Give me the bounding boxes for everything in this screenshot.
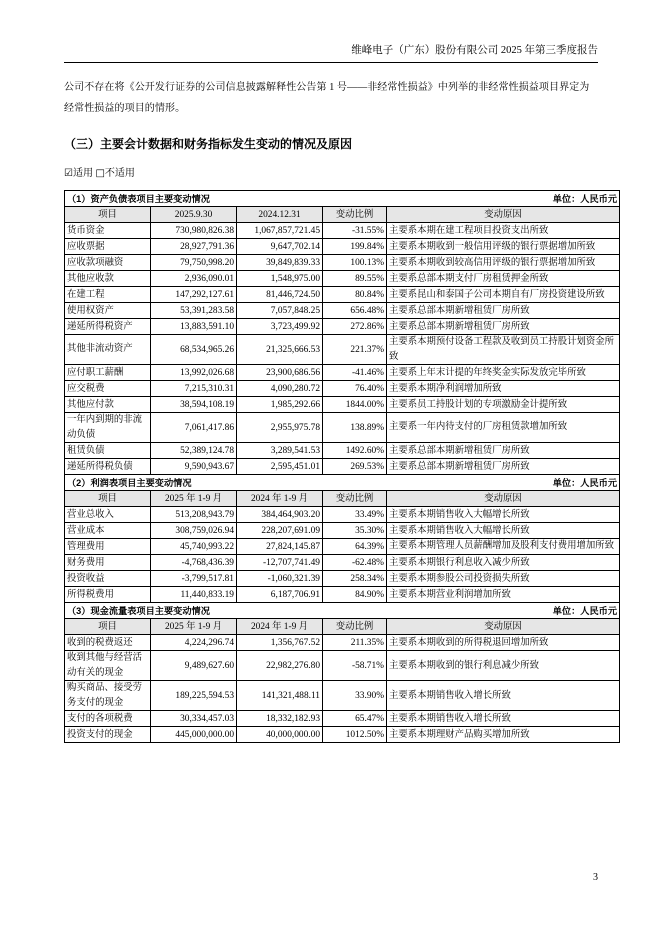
prior-period-cell: 9,647,702.14 — [237, 239, 323, 255]
item-cell: 所得税费用 — [65, 587, 151, 603]
table-row — [65, 413, 620, 443]
prior-period-cell: 2,955,975.78 — [237, 413, 323, 443]
current-period-cell: 13,883,591.10 — [151, 319, 237, 335]
table-row — [65, 459, 620, 475]
intro-paragraph: 公司不存在将《公开发行证券的公司信息披露解释性公告第 1 号——非经常性损益》中列举的非经常性损益项目界定为经常性损益的项目的情形。 — [64, 82, 590, 114]
column-header-row — [65, 619, 620, 635]
change-ratio-cell: 33.49% — [323, 507, 387, 523]
current-period-cell: 730,980,826.38 — [151, 223, 237, 239]
reason-cell: 主要系本期在建工程项目投资支出所致 — [387, 223, 620, 239]
current-period-cell: 38,594,108.19 — [151, 397, 237, 413]
prior-period-cell: 18,332,182.93 — [237, 711, 323, 727]
item-cell: 投资收益 — [65, 571, 151, 587]
table-row — [65, 539, 620, 555]
section-heading: （三）主要会计数据和财务指标发生变动的情况及原因 — [64, 137, 353, 151]
item-cell: 其他非流动资产 — [65, 335, 151, 365]
table-row — [65, 287, 620, 303]
column-header: 项目 — [65, 491, 151, 507]
running-header: 维峰电子（广东）股份有限公司 2025 年第三季度报告 — [64, 44, 598, 63]
table-row — [65, 335, 620, 365]
prior-period-cell: 1,548,975.00 — [237, 271, 323, 287]
reason-cell: 主要系本期销售收入增长所致 — [387, 681, 620, 711]
reason-cell: 主要系本期收到的所得税退回增加所致 — [387, 635, 620, 651]
reason-cell: 主要系一年内待支付的厂房租赁款增加所致 — [387, 413, 620, 443]
column-header: 2024 年 1-9 月 — [237, 491, 323, 507]
table-row — [65, 443, 620, 459]
change-ratio-cell: 1012.50% — [323, 727, 387, 743]
item-cell: 应交税费 — [65, 381, 151, 397]
item-cell: 购买商品、接受劳务支付的现金 — [65, 681, 151, 711]
item-cell: 递延所得税资产 — [65, 319, 151, 335]
table-row — [65, 711, 620, 727]
current-period-cell: 53,391,283.58 — [151, 303, 237, 319]
column-header: 变动原因 — [387, 207, 620, 223]
column-header: 项目 — [65, 619, 151, 635]
change-ratio-cell: 65.47% — [323, 711, 387, 727]
current-period-cell: 9,489,627.60 — [151, 651, 237, 681]
column-header: 变动原因 — [387, 491, 620, 507]
reason-cell: 主要系本期管理人员薪酬增加及股利支付费用增加所致 — [387, 539, 620, 555]
change-ratio-cell: 211.35% — [323, 635, 387, 651]
section-title-row — [65, 191, 620, 207]
change-ratio-cell: -62.48% — [323, 555, 387, 571]
column-header: 变动比例 — [323, 619, 387, 635]
column-header: 2024 年 1-9 月 — [237, 619, 323, 635]
item-cell: 递延所得税负债 — [65, 459, 151, 475]
table-row — [65, 651, 620, 681]
prior-period-cell: 228,207,691.09 — [237, 523, 323, 539]
table-row — [65, 681, 620, 711]
item-cell: 其他应收款 — [65, 271, 151, 287]
reason-cell: 主要系本期银行利息收入减少所致 — [387, 555, 620, 571]
change-ratio-cell: -31.55% — [323, 223, 387, 239]
change-ratio-cell: 656.48% — [323, 303, 387, 319]
change-ratio-cell: 199.84% — [323, 239, 387, 255]
current-period-cell: -3,799,517.81 — [151, 571, 237, 587]
current-period-cell: 308,759,026.94 — [151, 523, 237, 539]
current-period-cell: 445,000,000.00 — [151, 727, 237, 743]
table-row — [65, 239, 620, 255]
table-row — [65, 319, 620, 335]
column-header: 2025 年 1-9 月 — [151, 619, 237, 635]
change-ratio-cell: -41.46% — [323, 365, 387, 381]
change-ratio-cell: 221.37% — [323, 335, 387, 365]
column-header: 2024.12.31 — [237, 207, 323, 223]
column-header: 2025 年 1-9 月 — [151, 491, 237, 507]
item-cell: 收到的税费返还 — [65, 635, 151, 651]
section-title-cell — [65, 475, 620, 491]
not-applicable-label: 不适用 — [104, 168, 135, 179]
change-ratio-cell: 138.89% — [323, 413, 387, 443]
page-number: 3 — [593, 872, 598, 883]
reason-cell: 主要系本期净利润增加所致 — [387, 381, 620, 397]
prior-period-cell: 23,900,686.56 — [237, 365, 323, 381]
prior-period-cell: 3,723,499.92 — [237, 319, 323, 335]
current-period-cell: 28,927,791.36 — [151, 239, 237, 255]
prior-period-cell: 40,000,000.00 — [237, 727, 323, 743]
reason-cell: 主要系本期营业利润增加所致 — [387, 587, 620, 603]
applicable-label: 适用 — [72, 168, 93, 179]
prior-period-cell: 2,595,451.01 — [237, 459, 323, 475]
change-ratio-cell: 76.40% — [323, 381, 387, 397]
current-period-cell: 13,992,026.68 — [151, 365, 237, 381]
change-ratio-cell: 64.39% — [323, 539, 387, 555]
section-title-row — [65, 475, 620, 491]
current-period-cell: 189,225,594.53 — [151, 681, 237, 711]
applicability-options — [64, 167, 135, 181]
unit-label: 单位：人民币元 — [552, 193, 618, 204]
unchecked-box-icon: □ — [95, 168, 105, 179]
prior-period-cell: 21,325,666.53 — [237, 335, 323, 365]
change-ratio-cell: 89.55% — [323, 271, 387, 287]
reason-cell: 主要系本期销售收入大幅增长所致 — [387, 507, 620, 523]
change-ratio-cell: 35.30% — [323, 523, 387, 539]
table-row — [65, 223, 620, 239]
prior-period-cell: 6,187,706.91 — [237, 587, 323, 603]
table-row — [65, 555, 620, 571]
item-cell: 应收款项融资 — [65, 255, 151, 271]
table-row — [65, 587, 620, 603]
reason-cell: 主要系上年末计提的年终奖金实际发放完毕所致 — [387, 365, 620, 381]
change-ratio-cell: 33.90% — [323, 681, 387, 711]
item-cell: 其他应付款 — [65, 397, 151, 413]
prior-period-cell: -1,060,321.39 — [237, 571, 323, 587]
section-title-cell — [65, 191, 620, 207]
item-cell: 使用权资产 — [65, 303, 151, 319]
change-ratio-cell: 80.84% — [323, 287, 387, 303]
table-row — [65, 271, 620, 287]
change-ratio-cell: 1492.60% — [323, 443, 387, 459]
prior-period-cell: 3,289,541.53 — [237, 443, 323, 459]
prior-period-cell: 141,321,488.11 — [237, 681, 323, 711]
table-row — [65, 727, 620, 743]
item-cell: 营业总收入 — [65, 507, 151, 523]
current-period-cell: 45,740,993.22 — [151, 539, 237, 555]
column-header: 项目 — [65, 207, 151, 223]
unit-label: 单位：人民币元 — [552, 477, 618, 488]
reason-cell: 主要系总部本期新增租赁厂房所致 — [387, 319, 620, 335]
change-ratio-cell: 269.53% — [323, 459, 387, 475]
current-period-cell: 513,208,943.79 — [151, 507, 237, 523]
change-ratio-cell: 84.90% — [323, 587, 387, 603]
prior-period-cell: -12,707,741.49 — [237, 555, 323, 571]
reason-cell: 主要系总部本期新增租赁厂房所致 — [387, 443, 620, 459]
table-row — [65, 365, 620, 381]
item-cell: 支付的各项税费 — [65, 711, 151, 727]
prior-period-cell: 1,985,292.66 — [237, 397, 323, 413]
current-period-cell: 147,292,127.61 — [151, 287, 237, 303]
reason-cell: 主要系员工持股计划的专项激励金计提所致 — [387, 397, 620, 413]
reason-cell: 主要系总部本期新增租赁厂房所致 — [387, 303, 620, 319]
reason-cell: 主要系本期收到的银行利息减少所致 — [387, 651, 620, 681]
reason-cell: 主要系本期销售收入增长所致 — [387, 711, 620, 727]
column-header: 变动比例 — [323, 491, 387, 507]
current-period-cell: 9,590,943.67 — [151, 459, 237, 475]
table-row — [65, 381, 620, 397]
item-cell: 管理费用 — [65, 539, 151, 555]
reason-cell: 主要系本期参股公司投资损失所致 — [387, 571, 620, 587]
section-title-cell — [65, 603, 620, 619]
unit-label: 单位：人民币元 — [552, 605, 618, 616]
current-period-cell: 30,334,457.03 — [151, 711, 237, 727]
reason-cell: 主要系昆山和泰国子公司本期自有厂房投资建设所致 — [387, 287, 620, 303]
checked-box-icon: ☑ — [64, 168, 73, 179]
item-cell: 投资支付的现金 — [65, 727, 151, 743]
table-row — [65, 397, 620, 413]
reason-cell: 主要系本期收到较高信用评级的银行票据增加所致 — [387, 255, 620, 271]
column-header: 2025.9.30 — [151, 207, 237, 223]
table-row — [65, 635, 620, 651]
financial-changes-table — [64, 190, 620, 743]
section-title: （1）资产负债表项目主要变动情况 — [67, 193, 210, 204]
item-cell: 一年内到期的非流动负债 — [65, 413, 151, 443]
table-row — [65, 255, 620, 271]
prior-period-cell: 7,057,848.25 — [237, 303, 323, 319]
reason-cell: 主要系总部本期新增租赁厂房所致 — [387, 459, 620, 475]
table-row — [65, 571, 620, 587]
prior-period-cell: 4,090,280.72 — [237, 381, 323, 397]
item-cell: 应收票据 — [65, 239, 151, 255]
prior-period-cell: 81,446,724.50 — [237, 287, 323, 303]
prior-period-cell: 1,356,767.52 — [237, 635, 323, 651]
reason-cell: 主要系本期预付设备工程款及收到员工持股计划资金所致 — [387, 335, 620, 365]
reason-cell: 主要系总部本期支付厂房租赁押金所致 — [387, 271, 620, 287]
reason-cell: 主要系本期销售收入大幅增长所致 — [387, 523, 620, 539]
reason-cell: 主要系本期理财产品购买增加所致 — [387, 727, 620, 743]
section-title-row — [65, 603, 620, 619]
current-period-cell: -4,768,436.39 — [151, 555, 237, 571]
prior-period-cell: 39,849,839.33 — [237, 255, 323, 271]
change-ratio-cell: 1844.00% — [323, 397, 387, 413]
column-header-row — [65, 491, 620, 507]
current-period-cell: 4,224,296.74 — [151, 635, 237, 651]
item-cell: 营业成本 — [65, 523, 151, 539]
column-header: 变动比例 — [323, 207, 387, 223]
prior-period-cell: 27,824,145.87 — [237, 539, 323, 555]
item-cell: 租赁负债 — [65, 443, 151, 459]
table-row — [65, 303, 620, 319]
section-title: （3）现金流量表项目主要变动情况 — [67, 605, 210, 616]
prior-period-cell: 22,982,276.80 — [237, 651, 323, 681]
current-period-cell: 52,389,124.78 — [151, 443, 237, 459]
change-ratio-cell: 258.34% — [323, 571, 387, 587]
prior-period-cell: 1,067,857,721.45 — [237, 223, 323, 239]
column-header: 变动原因 — [387, 619, 620, 635]
change-ratio-cell: 100.13% — [323, 255, 387, 271]
item-cell: 货币资金 — [65, 223, 151, 239]
table-row — [65, 523, 620, 539]
current-period-cell: 7,061,417.86 — [151, 413, 237, 443]
prior-period-cell: 384,464,903.20 — [237, 507, 323, 523]
section-title: （2）利润表项目主要变动情况 — [67, 477, 192, 488]
change-ratio-cell: 272.86% — [323, 319, 387, 335]
current-period-cell: 79,750,998.20 — [151, 255, 237, 271]
current-period-cell: 11,440,833.19 — [151, 587, 237, 603]
column-header-row — [65, 207, 620, 223]
table-row — [65, 507, 620, 523]
item-cell: 应付职工薪酬 — [65, 365, 151, 381]
item-cell: 收到其他与经营活动有关的现金 — [65, 651, 151, 681]
current-period-cell: 68,534,965.26 — [151, 335, 237, 365]
item-cell: 在建工程 — [65, 287, 151, 303]
current-period-cell: 2,936,090.01 — [151, 271, 237, 287]
item-cell: 财务费用 — [65, 555, 151, 571]
reason-cell: 主要系本期收到一般信用评级的银行票据增加所致 — [387, 239, 620, 255]
current-period-cell: 7,215,310.31 — [151, 381, 237, 397]
change-ratio-cell: -58.71% — [323, 651, 387, 681]
